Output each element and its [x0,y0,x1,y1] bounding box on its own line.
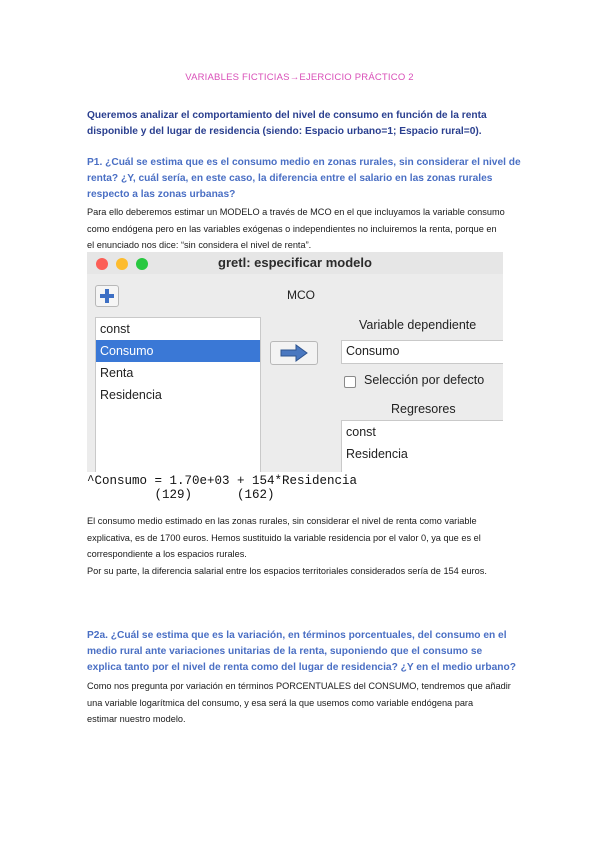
equation-line: ^Consumo = 1.70e+03 + 154*Residencia [87,474,358,488]
dependent-variable-value: Consumo [346,344,400,358]
p1-answer [87,513,527,579]
p2a-question-line: medio rural ante variaciones unitarias de la renta, suponiendo que el consumo se [87,646,483,657]
standard-errors-line: (129) (162) [87,488,275,502]
intro-line: disponible y del lugar de residencia (siendo: Espacio urbano=1; Espacio rural=0). [87,126,482,137]
p2a-question-line: P2a. ¿Cuál se estima que es la variación, en términos porcentuales, del consumo en el [87,630,507,641]
p1-answer-line: Por su parte, la diferencia salarial entre los espacios territoriales considerados sería de 154 euros. [87,565,487,576]
regressors-label: Regresores [391,402,456,416]
p2a-body [87,678,527,728]
default-selection-label: Selección por defecto [364,373,485,387]
p2a-body-line: una variable logarítmica del consumo, y esa será la que usemos como variable endógena para [87,697,474,708]
p1-question [87,155,527,203]
estimated-equation [87,474,357,502]
default-selection-checkbox[interactable] [344,376,356,388]
p1-answer-line: correspondiente a los espacios rurales. [87,549,247,559]
list-item-selected[interactable]: Consumo [96,340,260,362]
list-item[interactable]: const [100,322,130,336]
plus-icon [96,286,118,306]
p1-question-line: P1. ¿Cuál se estima que es el consumo medio en zonas rurales, sin considerar el nivel de [87,157,521,168]
list-item[interactable]: Residencia [100,388,162,402]
regressors-list[interactable] [341,420,503,472]
p1-answer-line: explicativa, es de 1700 euros. Hemos sustituido la variable residencia por el valor 0, ya que es el [87,532,481,543]
document-title: VARIABLES FICTICIAS→EJERCICIO PRÁCTICO 2 [185,72,414,83]
p2a-question-line: explica tanto por el nivel de renta como del lugar de residencia? ¿Y en el medio urbano? [87,662,516,673]
window-title: gretl: especificar modelo [218,255,372,270]
p1-body-line: como endógena pero en las variables exógenas o independientes no incluiremos la renta, porque en [87,223,497,234]
right-arrow-icon [271,342,317,364]
p1-question-line: respecto a las zonas urbanas? [87,189,236,200]
set-dependent-button[interactable] [270,341,318,365]
p1-body-line: Para ello deberemos estimar un MODELO a través de MCO en el que incluyamos la variable consumo [87,207,505,217]
dependent-variable-field[interactable] [341,340,503,364]
p1-answer-line: El consumo medio estimado en las zonas rurales, sin considerar el nivel de renta como variable [87,516,477,526]
p1-question-line: renta? ¿Y, cuál sería, en este caso, la diferencia entre el salario en las zonas rurales [87,173,493,184]
p2a-question [87,628,527,676]
add-variable-button[interactable] [95,285,119,307]
regressor-item[interactable]: const [346,425,376,439]
intro-line: Queremos analizar el comportamiento del nivel de consumo en función de la renta [87,110,487,121]
gretl-window-screenshot [87,252,503,472]
dependent-variable-label: Variable dependiente [359,318,477,332]
p1-body-line: el enunciado nos dice: “sin considera el nivel de renta”. [87,240,312,250]
p2a-body-line: estimar nuestro modelo. [87,714,186,724]
p2a-body-line: Como nos pregunta por variación en términos PORCENTUALES del CONSUMO, tendremos que añadir [87,681,511,691]
regressor-item[interactable]: Residencia [346,447,408,461]
estimation-method-label: MCO [287,288,315,302]
list-item[interactable]: Renta [100,366,134,380]
intro-paragraph [87,108,527,140]
variables-list[interactable] [95,317,261,472]
p1-body [87,204,527,254]
